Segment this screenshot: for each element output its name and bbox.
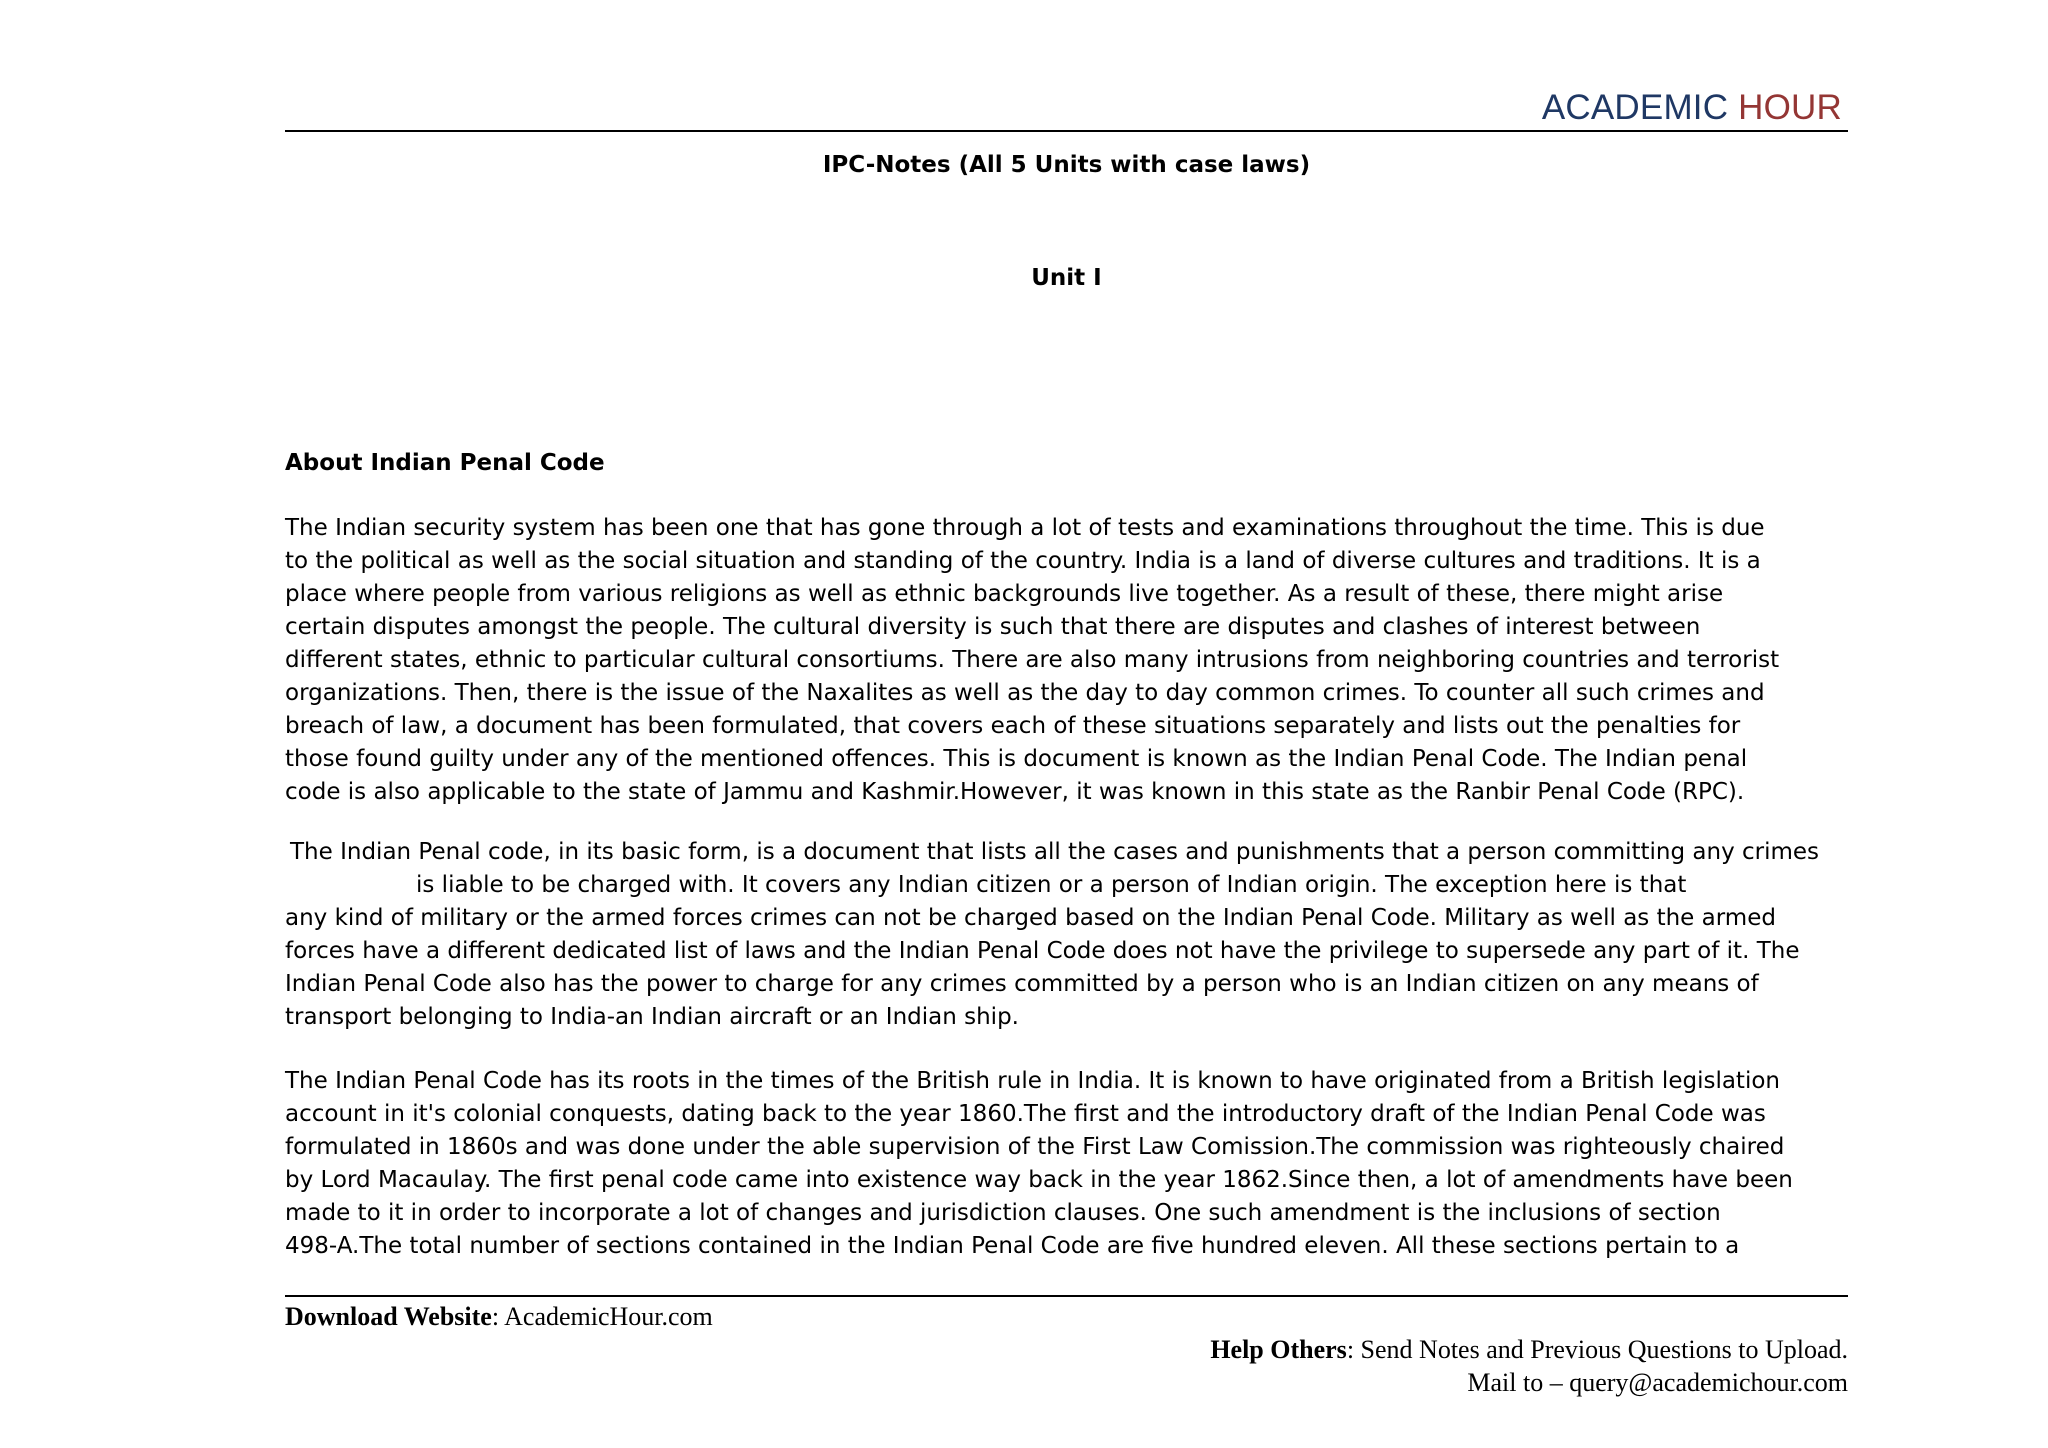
section-heading: About Indian Penal Code	[285, 450, 605, 476]
brand-logo	[1542, 88, 1842, 128]
paragraph-line: organizations. Then, there is the issue of the Naxalites as well as the day to day common crimes. To counter all such crimes and	[285, 680, 1765, 706]
paragraph-line: The Indian Penal code, in its basic form, is a document that lists all the cases and punishments that a person committing any crimes	[290, 839, 1820, 865]
paragraph-line: The Indian security system has been one that has gone through a lot of tests and examinations throughout the time. This is due	[285, 515, 1765, 541]
brand-word-hour: HOUR	[1738, 88, 1842, 127]
paragraph-2	[285, 836, 1853, 1034]
footer-divider	[285, 1295, 1848, 1297]
paragraph-line: made to it in order to incorporate a lot of changes and jurisdiction clauses. One such amendment is the inclusions of section	[285, 1200, 1721, 1226]
paragraph-1	[285, 512, 1853, 809]
paragraph-line: breach of law, a document has been formulated, that covers each of these situations separately and lists out the penalties for	[285, 713, 1741, 739]
paragraph-line: account in it's colonial conquests, dating back to the year 1860.The first and the introductory draft of the Indian Penal Code was	[285, 1101, 1766, 1127]
help-text: : Send Notes and Previous Questions to Upload.	[1346, 1335, 1848, 1364]
paragraph-line: different states, ethnic to particular cultural consortiums. There are also many intrusions from neighboring countries and terrorist	[285, 647, 1780, 673]
paragraph-line: 498-A.The total number of sections contained in the Indian Penal Code are five hundred eleven. All these sections pertain to a	[285, 1233, 1740, 1259]
header-divider	[285, 130, 1848, 132]
footer-download	[285, 1300, 713, 1333]
paragraph-line: to the political as well as the social situation and standing of the country. India is a land of diverse cultures and traditions. It is a	[285, 548, 1761, 574]
help-line	[1210, 1333, 1848, 1366]
download-label: Download Website	[285, 1302, 492, 1331]
paragraph-line: transport belonging to India-an Indian aircraft or an Indian ship.	[285, 1004, 1019, 1030]
footer-help	[1210, 1333, 1848, 1399]
unit-title: Unit I	[1031, 265, 1102, 291]
mail-line: Mail to – query@academichour.com	[1467, 1368, 1848, 1397]
paragraph-line: any kind of military or the armed forces crimes can not be charged based on the Indian Penal Code. Military as well as the armed	[285, 905, 1776, 931]
paragraph-line: certain disputes amongst the people. The cultural diversity is such that there are disputes and clashes of interest between	[285, 614, 1701, 640]
paragraph-line: place where people from various religions as well as ethnic backgrounds live together. As a result of these, there might arise	[285, 581, 1724, 607]
help-label: Help Others	[1210, 1335, 1347, 1364]
paragraph-line: forces have a different dedicated list of laws and the Indian Penal Code does not have the privilege to supersede any part of it. The	[285, 938, 1800, 964]
paragraph-line: The Indian Penal Code has its roots in the times of the British rule in India. It is known to have originated from a British legislation	[285, 1068, 1780, 1094]
paragraph-3	[285, 1065, 1853, 1263]
download-website: : AcademicHour.com	[491, 1302, 713, 1331]
paragraph-line: formulated in 1860s and was done under the able supervision of the First Law Comission.The commission was righteously chaired	[285, 1134, 1785, 1160]
paragraph-line: by Lord Macaulay. The first penal code came into existence way back in the year 1862.Since then, a lot of amendments have been	[285, 1167, 1793, 1193]
paragraph-line: code is also applicable to the state of Jammu and Kashmir.However, it was known in this state as the Ranbir Penal Code (RPC).	[285, 779, 1745, 805]
document-title: IPC-Notes (All 5 Units with case laws)	[822, 152, 1311, 178]
paragraph-line: Indian Penal Code also has the power to charge for any crimes committed by a person who is an Indian citizen on any means of	[285, 971, 1759, 997]
paragraph-line: those found guilty under any of the mentioned offences. This is document is known as the Indian Penal Code. The Indian penal	[285, 746, 1748, 772]
brand-word-academic: ACADEMIC	[1541, 88, 1729, 127]
paragraph-line: is liable to be charged with. It covers any Indian citizen or a person of Indian origin. The exception here is that	[416, 872, 1687, 898]
